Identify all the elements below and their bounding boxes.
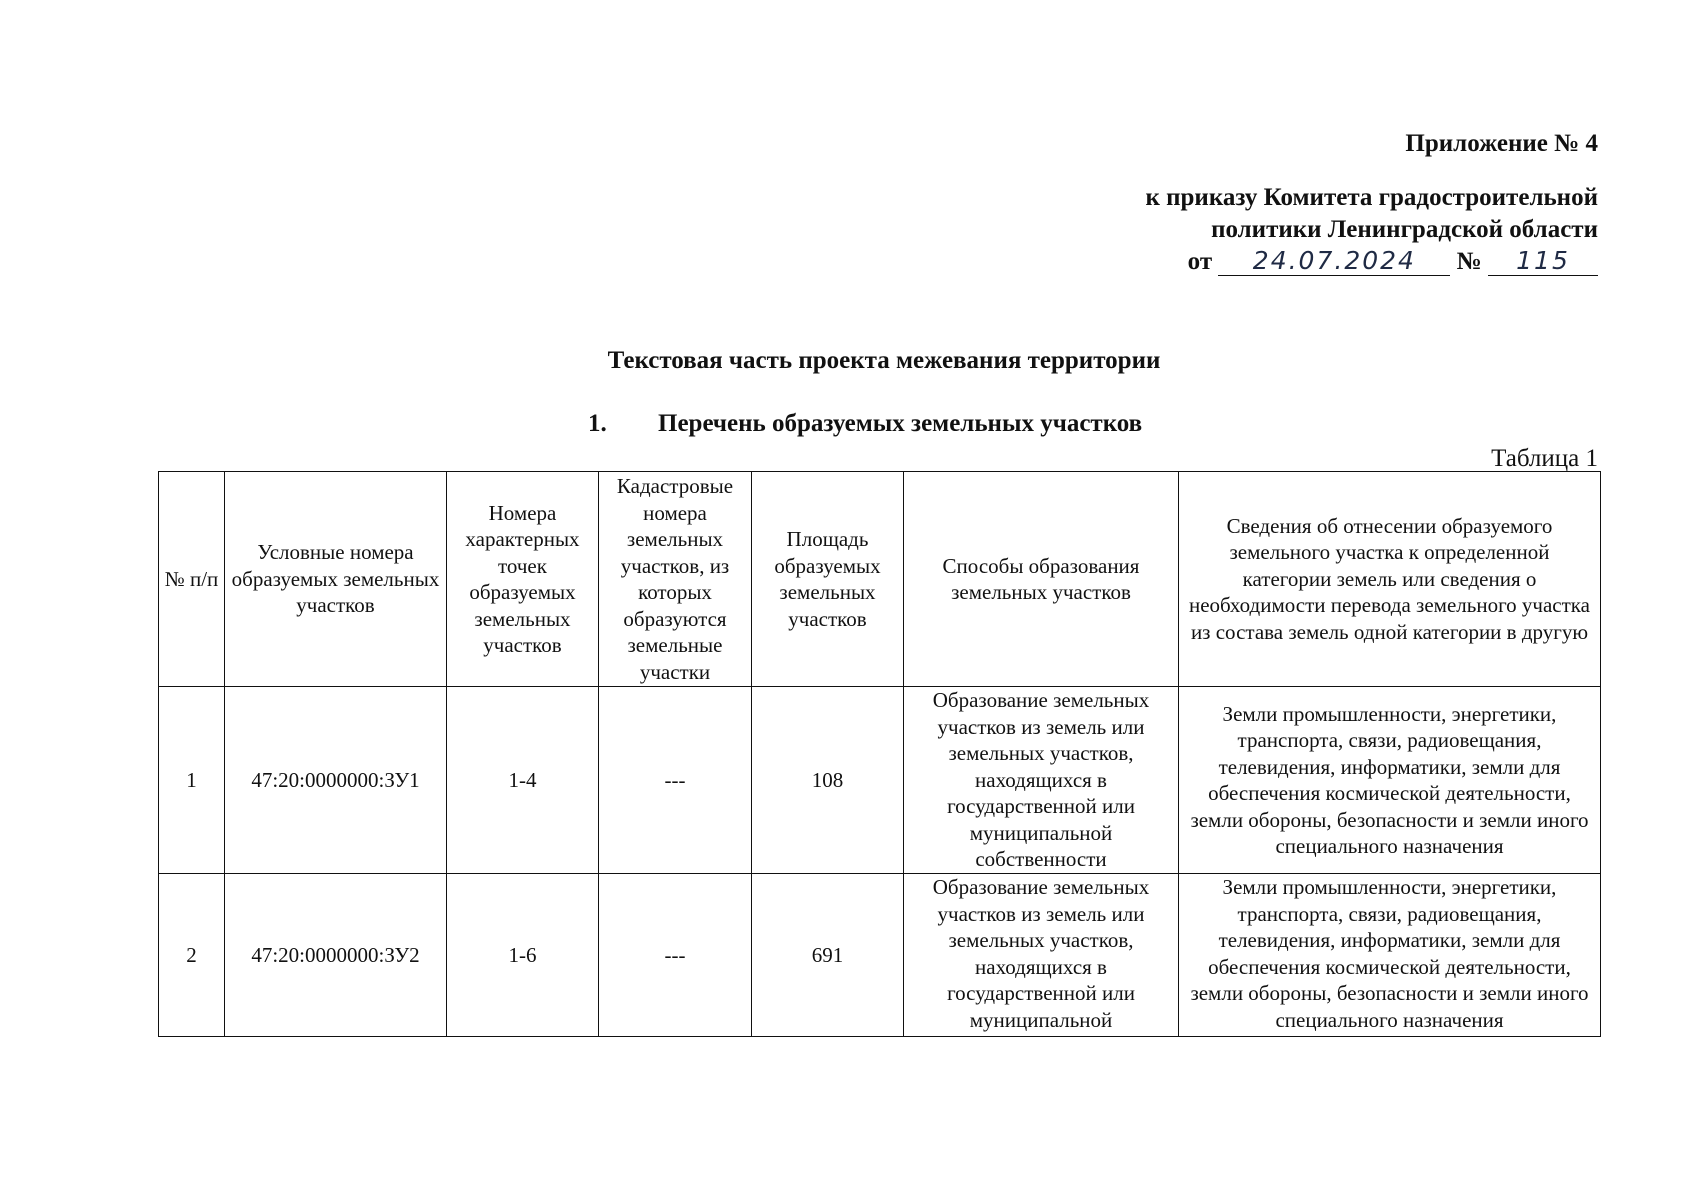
appendix-header [798, 128, 1598, 278]
land-plots-table [158, 471, 1601, 1037]
table-header-row [159, 472, 1601, 687]
from-label: от [1187, 248, 1213, 275]
appendix-date-line [798, 246, 1598, 278]
cell-method: Образование земельных участков из земель или земельных участков, находящихся в государственной или муниципальной собственности [904, 687, 1179, 874]
section-number: 1. [588, 410, 607, 437]
table-row [159, 874, 1601, 1037]
handwritten-date: 24.07.2024 [1218, 247, 1450, 276]
appendix-title: Приложение № 4 [1405, 130, 1598, 157]
cell-plot-code: 47:20:0000000:ЗУ1 [225, 687, 447, 874]
table-label: Таблица 1 [1491, 445, 1598, 472]
cell-method: Образование земельных участков из земель или земельных участков, находящихся в государственной или муниципальной [904, 874, 1179, 1037]
appendix-order-line-1: к приказу Комитета градостроительной [1145, 184, 1598, 211]
table-row [159, 687, 1601, 874]
cell-num: 2 [159, 874, 225, 1037]
section-title: Перечень образуемых земельных участков [658, 410, 1143, 437]
header-points: Номера характерных точек образуемых земельных участков [447, 472, 599, 687]
cell-area: 108 [752, 687, 904, 874]
header-category: Сведения об отнесении образуемого земельного участка к определенной категории земель или сведения о необходимости перевода земельного участка из состава земель одной категории в другую [1179, 472, 1601, 687]
cell-num: 1 [159, 687, 225, 874]
section-heading [588, 408, 1142, 440]
header-plot-code: Условные номера образуемых земельных участков [225, 472, 447, 687]
header-method: Способы образования земельных участков [904, 472, 1179, 687]
cell-area: 691 [752, 874, 904, 1037]
cell-category: Земли промышленности, энергетики, транспорта, связи, радиовещания, телевидения, информатики, земли для обеспечения космической деятельности, земли обороны, безопасности и земли иного специального назначения [1179, 874, 1601, 1037]
cell-category: Земли промышленности, энергетики, транспорта, связи, радиовещания, телевидения, информатики, земли для обеспечения космической деятельности, земли обороны, безопасности и земли иного специального назначения [1179, 687, 1601, 874]
header-num: № п/п [159, 472, 225, 687]
handwritten-number: 115 [1488, 247, 1598, 276]
document-title: Текстовая часть проекта межевания территории [607, 347, 1161, 374]
header-cadastral: Кадастровые номера земельных участков, из которых образуются земельные участки [599, 472, 752, 687]
appendix-order-line-2: политики Ленинградской области [1211, 216, 1598, 243]
cell-cadastral: --- [599, 874, 752, 1037]
cell-points: 1-4 [447, 687, 599, 874]
cell-points: 1-6 [447, 874, 599, 1037]
number-label: № [1456, 248, 1482, 275]
cell-cadastral: --- [599, 687, 752, 874]
header-area: Площадь образуемых земельных участков [752, 472, 904, 687]
cell-plot-code: 47:20:0000000:ЗУ2 [225, 874, 447, 1037]
